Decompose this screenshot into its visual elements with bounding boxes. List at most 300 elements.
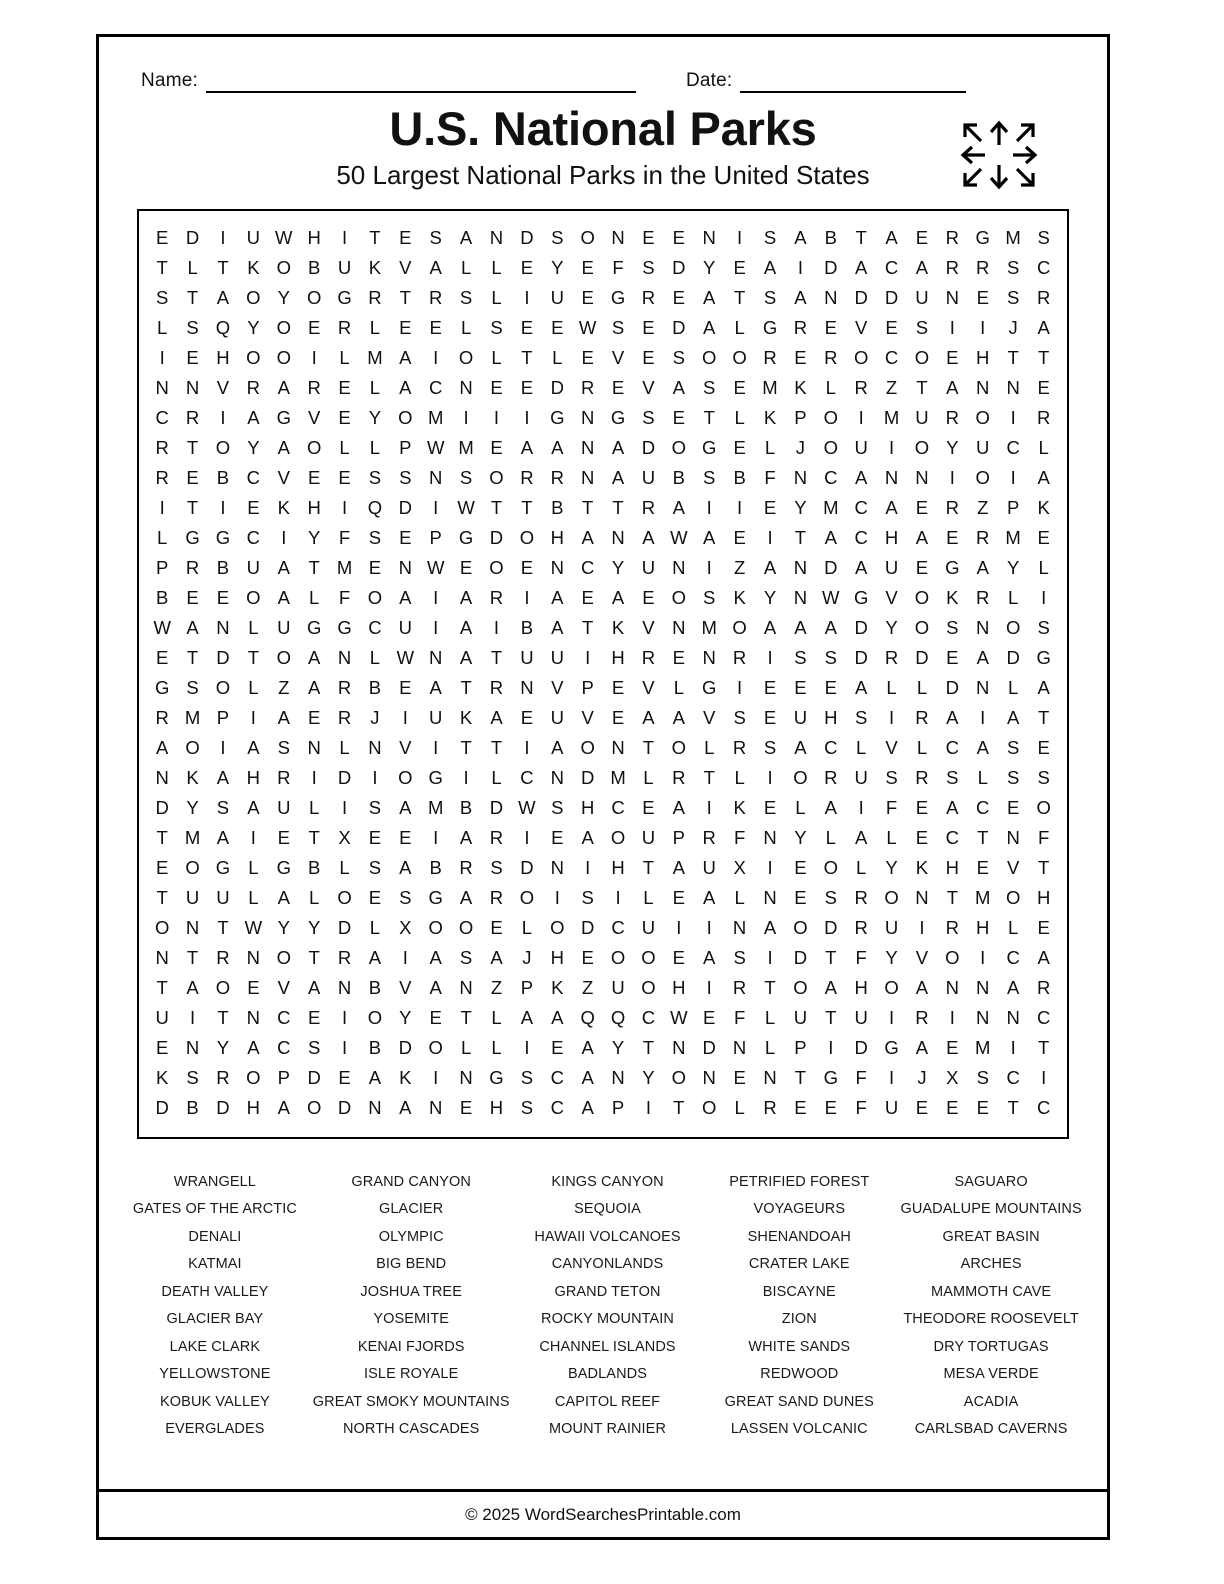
grid-cell[interactable]: E bbox=[399, 316, 412, 338]
grid-cell[interactable]: P bbox=[1006, 496, 1020, 518]
grid-cell[interactable]: A bbox=[490, 946, 503, 968]
grid-cell[interactable]: D bbox=[216, 646, 230, 668]
grid-cell[interactable]: I bbox=[706, 916, 712, 938]
grid-cell[interactable]: T bbox=[217, 256, 229, 278]
grid-cell[interactable]: I bbox=[706, 796, 712, 818]
grid-cell[interactable]: A bbox=[855, 826, 868, 848]
grid-cell[interactable]: I bbox=[524, 1036, 530, 1058]
grid-cell[interactable]: A bbox=[399, 586, 412, 608]
grid-cell[interactable]: T bbox=[186, 286, 199, 308]
grid-cell[interactable]: A bbox=[186, 976, 199, 998]
grid-cell[interactable]: V bbox=[642, 676, 655, 698]
grid-cell[interactable]: L bbox=[460, 256, 472, 278]
grid-cell[interactable]: V bbox=[307, 406, 321, 428]
grid-cell[interactable]: S bbox=[368, 856, 382, 878]
grid-cell[interactable]: L bbox=[886, 826, 897, 848]
grid-cell[interactable]: C bbox=[550, 1096, 564, 1118]
grid-cell[interactable]: A bbox=[642, 706, 655, 728]
grid-cell[interactable]: C bbox=[277, 1006, 291, 1028]
grid-cell[interactable]: R bbox=[884, 646, 899, 668]
grid-cell[interactable]: R bbox=[520, 466, 534, 488]
grid-cell[interactable]: S bbox=[581, 886, 594, 908]
grid-cell[interactable]: E bbox=[520, 256, 534, 278]
grid-cell[interactable]: I bbox=[1041, 586, 1047, 608]
grid-cell[interactable]: A bbox=[307, 976, 321, 998]
grid-cell[interactable]: N bbox=[337, 646, 352, 668]
grid-cell[interactable]: Z bbox=[885, 376, 898, 398]
grid-cell[interactable]: D bbox=[337, 766, 352, 788]
grid-cell[interactable]: K bbox=[1037, 496, 1050, 518]
grid-cell[interactable]: T bbox=[308, 826, 320, 848]
grid-cell[interactable]: D bbox=[641, 436, 656, 458]
grid-cell[interactable]: A bbox=[520, 436, 534, 458]
grid-cell[interactable]: K bbox=[915, 856, 929, 878]
grid-cell[interactable]: A bbox=[216, 286, 230, 308]
grid-cell[interactable]: A bbox=[551, 736, 564, 758]
grid-cell[interactable]: O bbox=[458, 916, 474, 938]
grid-cell[interactable]: K bbox=[399, 1066, 412, 1088]
grid-cell[interactable]: I bbox=[645, 1096, 652, 1118]
grid-cell[interactable]: F bbox=[855, 1066, 867, 1088]
grid-cell[interactable]: E bbox=[976, 1096, 989, 1118]
grid-cell[interactable]: M bbox=[823, 496, 839, 518]
grid-cell[interactable]: N bbox=[155, 766, 169, 788]
grid-cell[interactable]: T bbox=[186, 436, 199, 458]
grid-cell[interactable]: O bbox=[793, 916, 808, 938]
grid-cell[interactable]: U bbox=[884, 916, 899, 938]
grid-cell[interactable]: N bbox=[763, 886, 777, 908]
grid-cell[interactable]: T bbox=[156, 976, 168, 998]
grid-cell[interactable]: E bbox=[763, 796, 777, 818]
grid-cell[interactable]: A bbox=[399, 1096, 412, 1118]
grid-cell[interactable]: U bbox=[337, 256, 352, 278]
grid-cell[interactable]: R bbox=[216, 1066, 230, 1088]
grid-cell[interactable]: U bbox=[854, 766, 868, 788]
grid-cell[interactable]: A bbox=[885, 496, 898, 518]
grid-cell[interactable]: E bbox=[763, 496, 777, 518]
grid-cell[interactable]: A bbox=[794, 286, 807, 308]
grid-cell[interactable]: E bbox=[915, 496, 929, 518]
grid-cell[interactable]: E bbox=[551, 1036, 564, 1058]
grid-cell[interactable]: O bbox=[671, 586, 687, 608]
grid-cell[interactable]: K bbox=[794, 376, 807, 398]
grid-cell[interactable]: H bbox=[611, 646, 625, 668]
grid-cell[interactable]: F bbox=[733, 1006, 746, 1028]
grid-cell[interactable]: O bbox=[732, 346, 747, 368]
grid-cell[interactable]: N bbox=[550, 856, 564, 878]
grid-cell[interactable]: Y bbox=[611, 1036, 625, 1058]
grid-cell[interactable]: I bbox=[433, 826, 439, 848]
word-list-item[interactable]: YOSEMITE bbox=[373, 1311, 450, 1328]
grid-cell[interactable]: L bbox=[460, 316, 472, 338]
grid-cell[interactable]: I bbox=[615, 886, 621, 908]
word-list-item[interactable]: MAMMOTH CAVE bbox=[931, 1283, 1052, 1300]
grid-cell[interactable]: A bbox=[824, 796, 837, 818]
grid-cell[interactable]: R bbox=[732, 976, 747, 998]
grid-cell[interactable]: H bbox=[307, 496, 321, 518]
grid-cell[interactable]: N bbox=[732, 916, 747, 938]
grid-cell[interactable]: I bbox=[797, 256, 803, 278]
grid-cell[interactable]: S bbox=[824, 646, 837, 668]
letter-grid[interactable] bbox=[147, 223, 1059, 1123]
grid-cell[interactable]: A bbox=[763, 616, 777, 638]
grid-cell[interactable]: A bbox=[429, 256, 442, 278]
grid-cell[interactable]: E bbox=[429, 316, 442, 338]
grid-cell[interactable]: R bbox=[337, 316, 352, 338]
grid-cell[interactable]: K bbox=[551, 976, 564, 998]
grid-cell[interactable]: N bbox=[763, 826, 777, 848]
grid-cell[interactable]: U bbox=[976, 436, 990, 458]
grid-cell[interactable]: A bbox=[459, 586, 473, 608]
grid-cell[interactable]: D bbox=[854, 286, 868, 308]
grid-cell[interactable]: Y bbox=[703, 256, 716, 278]
grid-cell[interactable]: E bbox=[247, 496, 260, 518]
grid-cell[interactable]: E bbox=[581, 946, 594, 968]
grid-cell[interactable]: M bbox=[336, 556, 353, 578]
grid-cell[interactable]: H bbox=[611, 856, 625, 878]
grid-cell[interactable]: R bbox=[945, 496, 960, 518]
grid-cell[interactable]: A bbox=[1037, 676, 1050, 698]
word-list-item[interactable]: WHITE SANDS bbox=[748, 1338, 851, 1355]
grid-cell[interactable]: M bbox=[428, 796, 444, 818]
grid-cell[interactable]: E bbox=[642, 796, 655, 818]
grid-cell[interactable]: H bbox=[246, 1096, 261, 1118]
grid-cell[interactable]: L bbox=[491, 256, 502, 278]
grid-cell[interactable]: E bbox=[611, 676, 625, 698]
grid-cell[interactable]: W bbox=[426, 436, 445, 458]
grid-cell[interactable]: A bbox=[551, 436, 564, 458]
grid-cell[interactable]: R bbox=[185, 406, 200, 428]
grid-cell[interactable]: I bbox=[980, 706, 986, 728]
grid-cell[interactable]: D bbox=[945, 676, 960, 698]
grid-cell[interactable]: D bbox=[520, 856, 534, 878]
grid-cell[interactable]: L bbox=[521, 916, 533, 938]
word-list-item[interactable]: MESA VERDE bbox=[943, 1366, 1039, 1383]
grid-cell[interactable]: J bbox=[370, 706, 380, 728]
grid-cell[interactable]: A bbox=[976, 736, 989, 758]
grid-cell[interactable]: A bbox=[1037, 316, 1050, 338]
grid-cell[interactable]: L bbox=[491, 346, 502, 368]
grid-cell[interactable]: U bbox=[641, 916, 656, 938]
grid-cell[interactable]: W bbox=[426, 556, 445, 578]
grid-cell[interactable]: D bbox=[489, 526, 504, 548]
grid-cell[interactable]: S bbox=[520, 1096, 534, 1118]
grid-cell[interactable]: I bbox=[949, 316, 955, 338]
grid-cell[interactable]: E bbox=[642, 226, 655, 248]
grid-cell[interactable]: K bbox=[368, 256, 382, 278]
grid-cell[interactable]: N bbox=[976, 376, 990, 398]
grid-cell[interactable]: I bbox=[220, 736, 226, 758]
grid-cell[interactable]: I bbox=[585, 856, 591, 878]
grid-cell[interactable]: I bbox=[767, 526, 773, 548]
grid-cell[interactable]: G bbox=[428, 766, 443, 788]
grid-cell[interactable]: G bbox=[702, 676, 717, 698]
grid-cell[interactable]: S bbox=[307, 1036, 321, 1058]
grid-cell[interactable]: O bbox=[215, 676, 231, 698]
grid-cell[interactable]: H bbox=[976, 346, 990, 368]
grid-cell[interactable]: A bbox=[703, 526, 716, 548]
grid-cell[interactable]: U bbox=[915, 286, 929, 308]
grid-cell[interactable]: E bbox=[611, 376, 625, 398]
grid-cell[interactable]: L bbox=[1007, 586, 1019, 608]
grid-cell[interactable]: S bbox=[216, 796, 230, 818]
grid-cell[interactable]: A bbox=[763, 556, 777, 578]
grid-cell[interactable]: R bbox=[429, 286, 443, 308]
grid-cell[interactable]: E bbox=[915, 1096, 929, 1118]
grid-cell[interactable]: S bbox=[946, 616, 959, 638]
grid-cell[interactable]: X bbox=[399, 916, 412, 938]
grid-cell[interactable]: E bbox=[946, 526, 959, 548]
grid-cell[interactable]: L bbox=[1007, 676, 1019, 698]
grid-cell[interactable]: U bbox=[641, 556, 656, 578]
grid-cell[interactable]: D bbox=[854, 646, 868, 668]
grid-cell[interactable]: B bbox=[368, 976, 382, 998]
grid-cell[interactable]: P bbox=[611, 1096, 625, 1118]
grid-cell[interactable]: S bbox=[763, 226, 777, 248]
grid-cell[interactable]: F bbox=[1038, 826, 1050, 848]
grid-cell[interactable]: N bbox=[1006, 376, 1020, 398]
word-list-item[interactable]: HAWAII VOLCANOES bbox=[534, 1228, 681, 1245]
grid-cell[interactable]: S bbox=[277, 736, 290, 758]
grid-cell[interactable]: O bbox=[914, 346, 930, 368]
grid-cell[interactable]: G bbox=[884, 1036, 899, 1058]
grid-cell[interactable]: C bbox=[884, 256, 899, 278]
grid-cell[interactable]: T bbox=[825, 1006, 837, 1028]
grid-cell[interactable]: J bbox=[795, 436, 806, 458]
grid-cell[interactable]: L bbox=[643, 766, 654, 788]
grid-cell[interactable]: A bbox=[247, 1036, 260, 1058]
grid-cell[interactable]: E bbox=[307, 316, 321, 338]
grid-cell[interactable]: E bbox=[216, 586, 230, 608]
grid-cell[interactable]: A bbox=[946, 376, 959, 398]
grid-cell[interactable]: C bbox=[854, 526, 868, 548]
grid-cell[interactable]: G bbox=[185, 526, 200, 548]
word-list-item[interactable]: YELLOWSTONE bbox=[159, 1366, 271, 1383]
grid-cell[interactable]: Y bbox=[277, 286, 290, 308]
word-list-item[interactable]: KENAI FJORDS bbox=[357, 1338, 465, 1355]
grid-cell[interactable]: G bbox=[762, 316, 778, 338]
grid-cell[interactable]: N bbox=[216, 616, 230, 638]
grid-cell[interactable]: I bbox=[889, 1066, 895, 1088]
grid-cell[interactable]: O bbox=[580, 226, 595, 248]
grid-cell[interactable]: G bbox=[337, 616, 352, 638]
grid-cell[interactable]: A bbox=[915, 256, 929, 278]
grid-cell[interactable]: T bbox=[855, 226, 867, 248]
grid-cell[interactable]: E bbox=[946, 1036, 959, 1058]
grid-cell[interactable]: D bbox=[702, 1036, 716, 1058]
grid-cell[interactable]: N bbox=[246, 1006, 261, 1028]
grid-cell[interactable]: V bbox=[1006, 856, 1020, 878]
grid-cell[interactable]: L bbox=[491, 1006, 502, 1028]
grid-cell[interactable]: G bbox=[458, 526, 474, 548]
grid-cell[interactable]: I bbox=[493, 616, 500, 638]
grid-cell[interactable]: A bbox=[855, 256, 868, 278]
grid-cell[interactable]: D bbox=[155, 1096, 169, 1118]
grid-cell[interactable]: Y bbox=[186, 796, 199, 818]
grid-cell[interactable]: Y bbox=[247, 316, 260, 338]
grid-cell[interactable]: E bbox=[976, 286, 989, 308]
grid-cell[interactable]: L bbox=[369, 316, 381, 338]
grid-cell[interactable]: M bbox=[610, 766, 626, 788]
grid-cell[interactable]: E bbox=[824, 676, 837, 698]
grid-cell[interactable]: A bbox=[703, 886, 716, 908]
grid-cell[interactable]: E bbox=[794, 886, 807, 908]
grid-cell[interactable]: R bbox=[854, 916, 868, 938]
grid-cell[interactable]: F bbox=[338, 526, 351, 548]
grid-cell[interactable]: U bbox=[185, 886, 200, 908]
grid-cell[interactable]: A bbox=[672, 856, 685, 878]
grid-cell[interactable]: T bbox=[733, 286, 746, 308]
grid-cell[interactable]: V bbox=[551, 676, 564, 698]
grid-cell[interactable]: O bbox=[246, 286, 261, 308]
grid-cell[interactable]: I bbox=[524, 826, 530, 848]
grid-cell[interactable]: S bbox=[490, 316, 503, 338]
grid-cell[interactable]: A bbox=[611, 586, 625, 608]
grid-cell[interactable]: C bbox=[884, 346, 899, 368]
grid-cell[interactable]: A bbox=[915, 976, 929, 998]
grid-cell[interactable]: L bbox=[309, 886, 320, 908]
grid-cell[interactable]: R bbox=[1036, 286, 1051, 308]
grid-cell[interactable]: U bbox=[854, 1006, 868, 1028]
grid-cell[interactable]: Z bbox=[582, 976, 594, 998]
grid-cell[interactable]: D bbox=[337, 1096, 352, 1118]
grid-cell[interactable]: C bbox=[1036, 1096, 1051, 1118]
grid-cell[interactable]: A bbox=[277, 376, 290, 398]
grid-cell[interactable]: B bbox=[429, 856, 442, 878]
grid-cell[interactable]: T bbox=[521, 346, 533, 368]
grid-cell[interactable]: T bbox=[1038, 706, 1050, 728]
word-list-item[interactable]: ISLE ROYALE bbox=[364, 1366, 459, 1383]
grid-cell[interactable]: O bbox=[853, 346, 869, 368]
grid-cell[interactable]: H bbox=[824, 706, 838, 728]
grid-cell[interactable]: B bbox=[307, 856, 321, 878]
grid-cell[interactable]: T bbox=[642, 736, 655, 758]
grid-cell[interactable]: V bbox=[642, 616, 655, 638]
grid-cell[interactable]: O bbox=[276, 646, 291, 668]
grid-cell[interactable]: O bbox=[367, 1006, 383, 1028]
grid-cell[interactable]: V bbox=[703, 706, 716, 728]
grid-cell[interactable]: A bbox=[1037, 466, 1050, 488]
grid-cell[interactable]: W bbox=[670, 526, 688, 548]
word-list-item[interactable]: ARCHES bbox=[960, 1256, 1022, 1273]
grid-cell[interactable]: T bbox=[186, 646, 199, 668]
grid-cell[interactable]: P bbox=[581, 676, 594, 698]
grid-cell[interactable]: N bbox=[520, 676, 534, 698]
grid-cell[interactable]: J bbox=[522, 946, 532, 968]
grid-cell[interactable]: N bbox=[550, 556, 564, 578]
grid-cell[interactable]: N bbox=[1006, 826, 1020, 848]
grid-cell[interactable]: I bbox=[949, 1006, 955, 1028]
grid-cell[interactable]: O bbox=[306, 436, 322, 458]
word-list-item[interactable]: EVERGLADES bbox=[165, 1421, 265, 1438]
grid-cell[interactable]: O bbox=[641, 976, 656, 998]
grid-cell[interactable]: A bbox=[459, 616, 473, 638]
grid-cell[interactable]: H bbox=[1036, 886, 1051, 908]
grid-cell[interactable]: O bbox=[914, 436, 930, 458]
grid-cell[interactable]: Y bbox=[216, 1036, 230, 1058]
grid-cell[interactable]: R bbox=[945, 226, 960, 248]
grid-cell[interactable]: E bbox=[399, 676, 412, 698]
grid-cell[interactable]: A bbox=[459, 226, 473, 248]
grid-cell[interactable]: E bbox=[277, 826, 290, 848]
grid-cell[interactable]: E bbox=[551, 316, 564, 338]
word-list-item[interactable]: GREAT BASIN bbox=[942, 1228, 1040, 1245]
grid-cell[interactable]: O bbox=[793, 976, 808, 998]
grid-cell[interactable]: O bbox=[215, 976, 231, 998]
grid-cell[interactable]: B bbox=[459, 796, 473, 818]
grid-cell[interactable]: E bbox=[307, 466, 321, 488]
grid-cell[interactable]: M bbox=[184, 706, 201, 728]
grid-cell[interactable]: L bbox=[460, 1036, 472, 1058]
grid-cell[interactable]: O bbox=[914, 616, 930, 638]
grid-cell[interactable]: O bbox=[489, 556, 504, 578]
grid-cell[interactable]: O bbox=[823, 406, 838, 428]
grid-cell[interactable]: U bbox=[429, 706, 443, 728]
grid-cell[interactable]: D bbox=[550, 376, 564, 398]
grid-cell[interactable]: A bbox=[976, 646, 989, 668]
grid-cell[interactable]: T bbox=[1007, 1096, 1019, 1118]
grid-cell[interactable]: R bbox=[732, 646, 747, 668]
grid-cell[interactable]: C bbox=[1006, 946, 1020, 968]
grid-cell[interactable]: U bbox=[216, 886, 230, 908]
grid-cell[interactable]: N bbox=[368, 736, 382, 758]
grid-cell[interactable]: A bbox=[277, 436, 290, 458]
grid-cell[interactable]: E bbox=[794, 676, 807, 698]
grid-cell[interactable]: I bbox=[433, 496, 439, 518]
grid-cell[interactable]: E bbox=[976, 856, 989, 878]
grid-cell[interactable]: T bbox=[369, 226, 381, 248]
grid-cell[interactable]: O bbox=[1036, 796, 1051, 818]
grid-cell[interactable]: V bbox=[611, 346, 625, 368]
grid-cell[interactable]: L bbox=[369, 646, 381, 668]
grid-cell[interactable]: U bbox=[884, 556, 899, 578]
grid-cell[interactable]: D bbox=[824, 556, 838, 578]
grid-cell[interactable]: U bbox=[550, 286, 564, 308]
grid-cell[interactable]: H bbox=[672, 976, 686, 998]
grid-cell[interactable]: A bbox=[763, 916, 777, 938]
grid-cell[interactable]: A bbox=[642, 526, 655, 548]
grid-cell[interactable]: L bbox=[248, 676, 259, 698]
grid-cell[interactable]: A bbox=[763, 256, 777, 278]
grid-cell[interactable]: A bbox=[399, 796, 412, 818]
grid-cell[interactable]: P bbox=[794, 1036, 807, 1058]
grid-cell[interactable]: E bbox=[490, 436, 503, 458]
grid-cell[interactable]: I bbox=[767, 946, 773, 968]
grid-cell[interactable]: D bbox=[793, 946, 808, 968]
grid-cell[interactable]: T bbox=[1007, 346, 1019, 368]
grid-cell[interactable]: Z bbox=[490, 976, 503, 998]
word-list-item[interactable]: KINGS CANYON bbox=[551, 1173, 664, 1190]
grid-cell[interactable]: E bbox=[338, 466, 351, 488]
grid-cell[interactable]: L bbox=[369, 376, 381, 398]
grid-cell[interactable]: D bbox=[824, 256, 838, 278]
grid-cell[interactable]: U bbox=[611, 976, 625, 998]
word-list-item[interactable]: SAGUARO bbox=[954, 1173, 1028, 1190]
grid-cell[interactable]: E bbox=[915, 226, 929, 248]
grid-cell[interactable]: P bbox=[672, 826, 685, 848]
grid-cell[interactable]: V bbox=[216, 376, 230, 398]
grid-cell[interactable]: O bbox=[276, 346, 291, 368]
word-list-item[interactable]: KOBUK VALLEY bbox=[160, 1393, 270, 1410]
grid-cell[interactable]: A bbox=[459, 886, 473, 908]
grid-cell[interactable]: N bbox=[945, 976, 960, 998]
grid-cell[interactable]: L bbox=[856, 856, 867, 878]
grid-cell[interactable]: E bbox=[338, 1066, 351, 1088]
grid-cell[interactable]: K bbox=[186, 766, 199, 788]
grid-cell[interactable]: M bbox=[975, 1036, 991, 1058]
grid-cell[interactable]: C bbox=[429, 376, 443, 398]
word-list-item[interactable]: GRAND TETON bbox=[554, 1283, 661, 1300]
